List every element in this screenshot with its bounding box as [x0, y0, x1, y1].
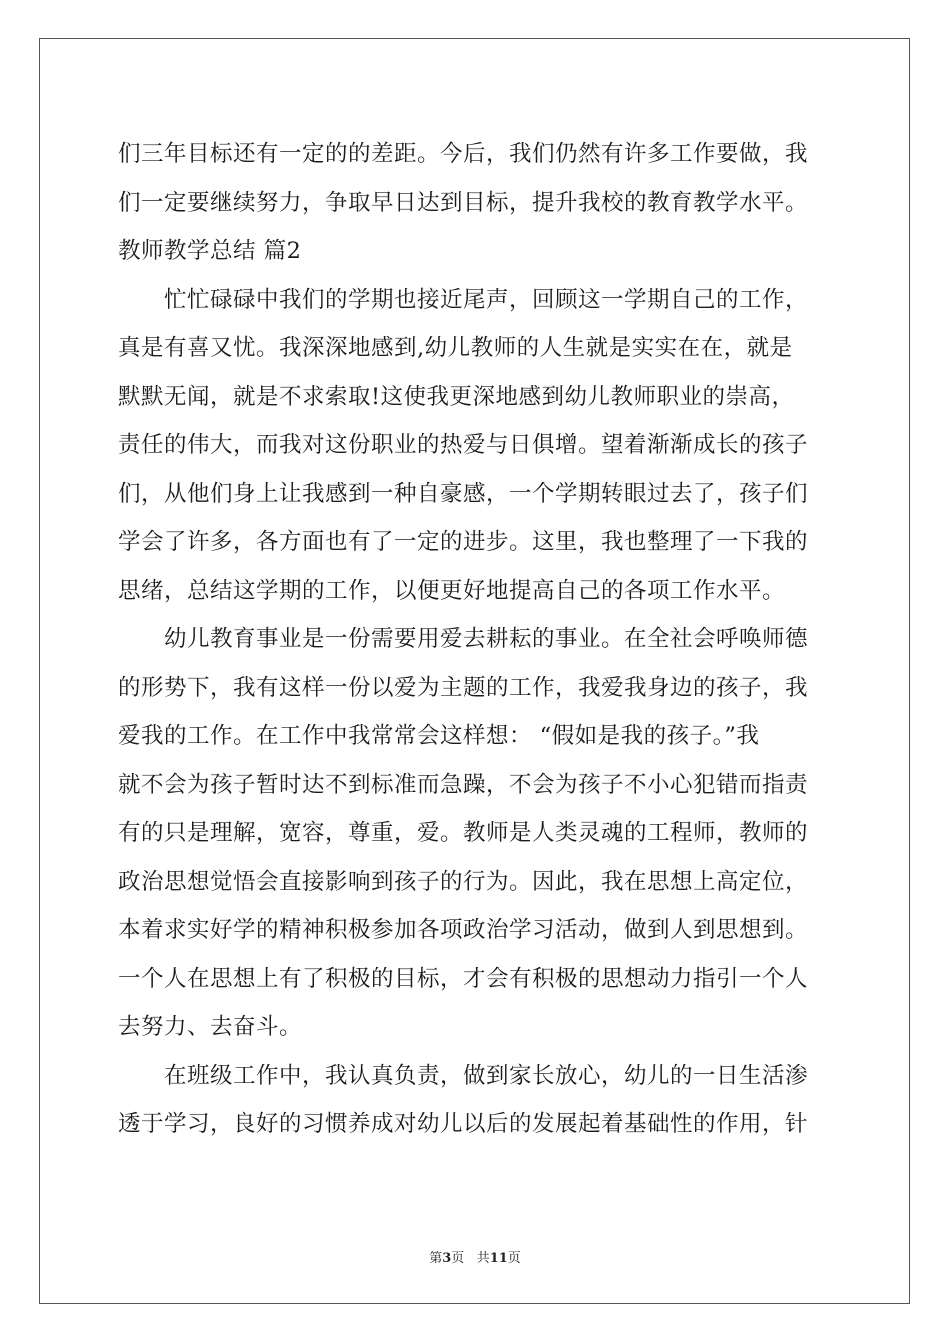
footer-total-suffix: 页: [507, 1251, 521, 1266]
text-line: 们，从他们身上让我感到一种自豪感，一个学期转眼过去了，孩子们: [118, 480, 809, 507]
text-line: 透于学习，良好的习惯养成对幼儿以后的发展起着基础性的作用，针: [118, 1111, 809, 1137]
text-line: 爱我的工作。在工作中我常常会这样想： “假如是我的孩子。”我: [118, 723, 760, 749]
text-line: 一个人在思想上有了积极的目标，才会有积极的思想动力指引一个人: [118, 965, 809, 992]
text-line: 们三年目标还有一定的的差距。今后，我们仍然有许多工作要做，我: [118, 141, 809, 167]
footer-page-suffix: 页: [451, 1251, 465, 1266]
page-number: 3: [442, 1251, 452, 1266]
text-line: 学会了许多，各方面也有了一定的进步。这里，我也整理了一下我的: [118, 529, 809, 555]
footer-total-prefix: 共: [476, 1251, 490, 1266]
text-line: 去努力、去奋斗。: [118, 1014, 303, 1040]
section-heading: 教师教学总结 篇2: [118, 238, 302, 264]
text-line: 本着求实好学的精神积极参加各项政治学习活动，做到人到思想到。: [118, 917, 809, 943]
text-line: 们一定要继续努力，争取早日达到目标，提升我校的教育教学水平。: [118, 189, 809, 216]
text-line: 真是有喜又忧。我深深地感到,幼儿教师的人生就是实实在在，就是: [118, 335, 793, 361]
text-line: 就不会为孩子暂时达不到标准而急躁，不会为孩子不小心犯错而指责: [118, 771, 809, 798]
footer-prefix: 第: [429, 1251, 443, 1266]
text-line: 忙忙碌碌中我们的学期也接近尾声，回顾这一学期自己的工作，: [118, 286, 809, 313]
document-body: [118, 130, 834, 1149]
text-line: 责任的伟大，而我对这份职业的热爱与日俱增。望着渐渐成长的孩子: [118, 432, 809, 458]
text-line: 政治思想觉悟会直接影响到孩子的行为。因此，我在思想上高定位，: [118, 868, 809, 895]
text-line: 默默无闻，就是不求索取!这使我更深地感到幼儿教师职业的崇高，: [118, 383, 795, 410]
total-pages: 11: [489, 1251, 508, 1266]
text-line: 幼儿教育事业是一份需要用爱去耕耘的事业。在全社会呼唤师德: [118, 626, 809, 652]
page-footer: [0, 1247, 950, 1266]
text-line: 在班级工作中，我认真负责，做到家长放心，幼儿的一日生活渗: [118, 1062, 809, 1089]
text-line: 思绪，总结这学期的工作，以便更好地提高自己的各项工作水平。: [118, 577, 786, 604]
text-line: 的形势下，我有这样一份以爱为主题的工作，我爱我身边的孩子，我: [118, 674, 809, 701]
text-line: 有的只是理解，宽容，尊重，爱。教师是人类灵魂的工程师，教师的: [118, 820, 809, 846]
